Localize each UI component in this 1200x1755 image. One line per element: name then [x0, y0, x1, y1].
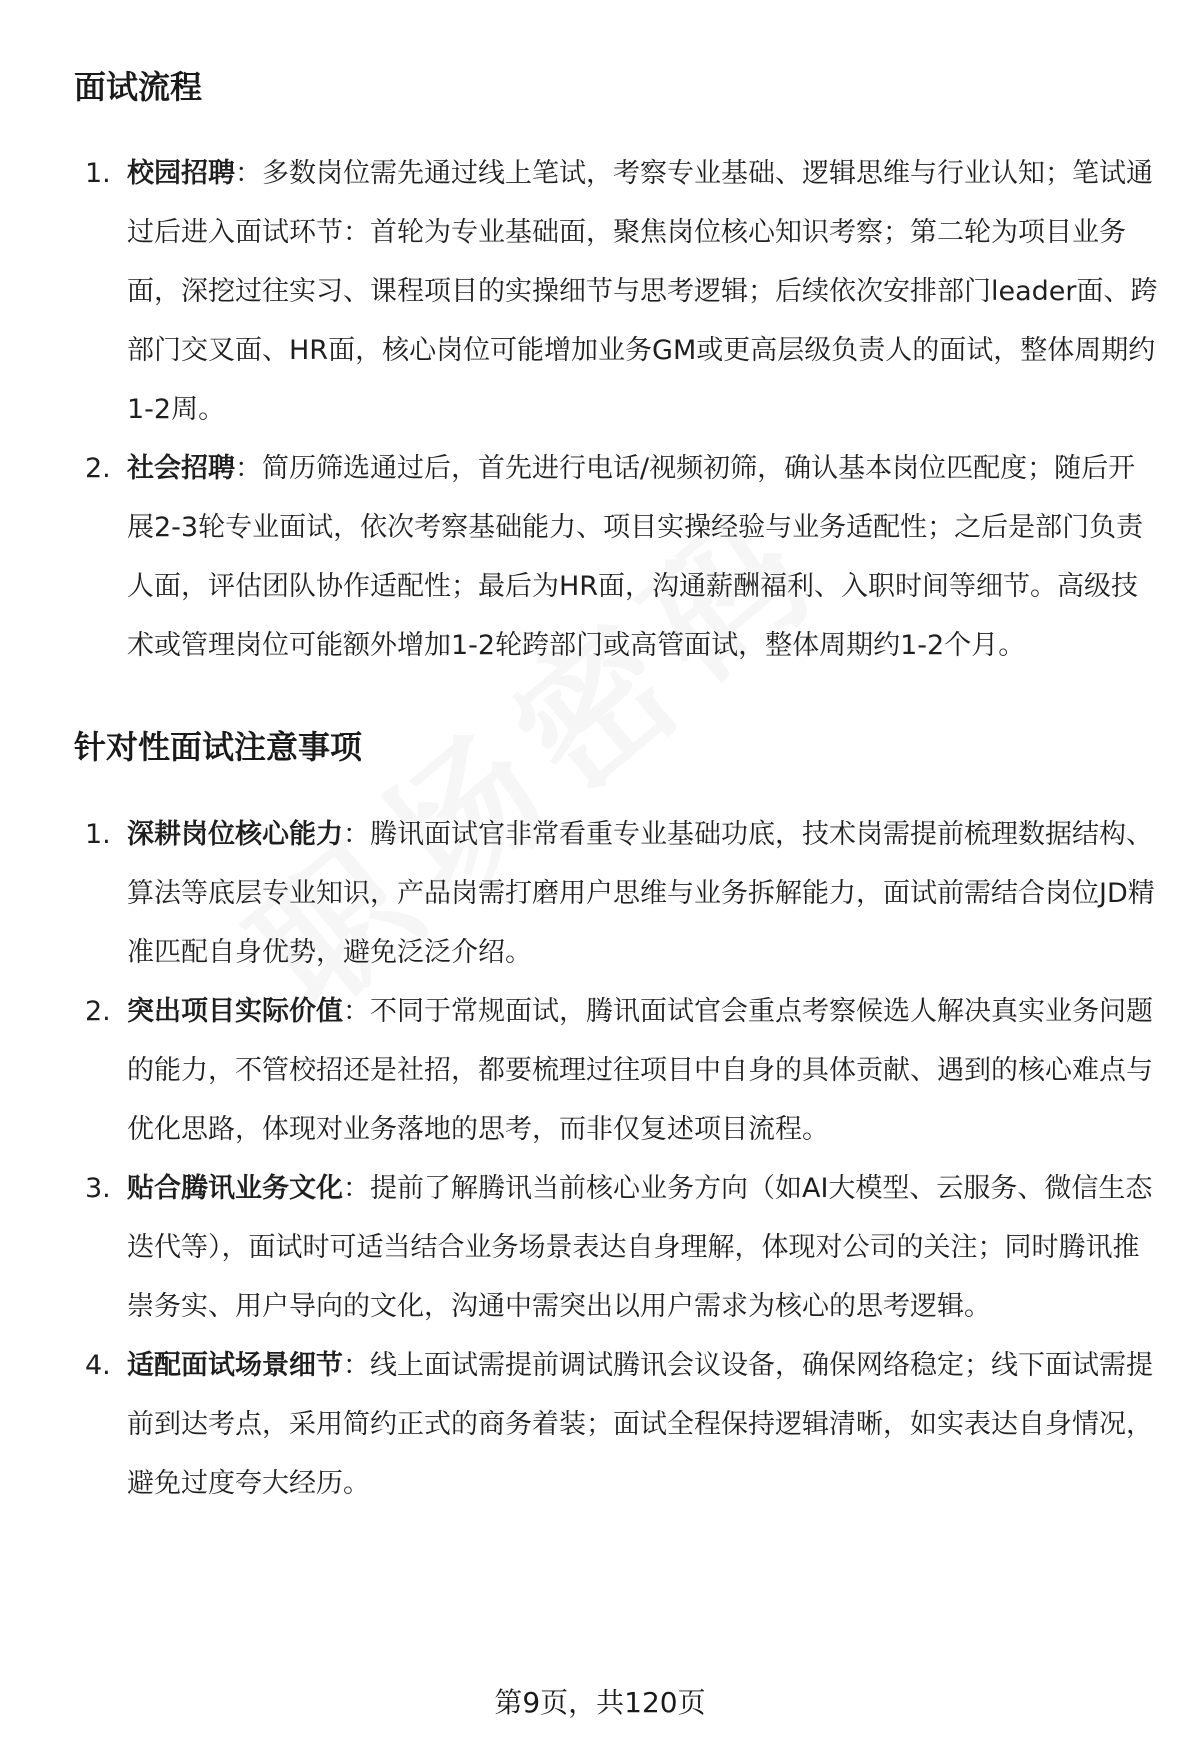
item-label: 校园招聘 [127, 158, 235, 189]
item-label: 社会招聘 [127, 453, 235, 484]
interview-tips-list [0, 805, 1200, 1513]
item-separator: ： [343, 819, 370, 850]
item-text: 不同于常规面试，腾讯面试官会重点考察候选人解决真实业务问题的能力，不管校招还是社招，都要梳理过往项目中自身的具体贡献、遇到的核心难点与优化思路，体现对业务落地的思考，而非仅复述项目流程。 [127, 996, 1153, 1145]
list-number: 3. [85, 1173, 111, 1204]
list-item [0, 1159, 1200, 1336]
list-item [0, 805, 1200, 982]
item-separator: ： [235, 453, 262, 484]
list-number: 1. [85, 819, 111, 850]
item-label: 适配面试场景细节 [127, 1350, 343, 1381]
item-separator: ： [343, 996, 370, 1027]
list-number: 1. [85, 158, 111, 189]
list-item [0, 982, 1200, 1159]
item-text: 腾讯面试官非常看重专业基础功底，技术岗需提前梳理数据结构、算法等底层专业知识，产品岗需打磨用户思维与业务拆解能力，面试前需结合岗位JD精准匹配自身优势，避免泛泛介绍。 [127, 819, 1155, 968]
item-text: 线上面试需提前调试腾讯会议设备，确保网络稳定；线下面试需提前到达考点，采用简约正式的商务着装；面试全程保持逻辑清晰，如实表达自身情况，避免过度夸大经历。 [127, 1350, 1153, 1499]
item-label: 贴合腾讯业务文化 [127, 1173, 343, 1204]
item-separator: ： [343, 1173, 370, 1204]
list-number: 2. [85, 453, 111, 484]
item-text: 提前了解腾讯当前核心业务方向（如AI大模型、云服务、微信生态迭代等），面试时可适当结合业务场景表达自身理解，体现对公司的关注；同时腾讯推崇务实、用户导向的文化，沟通中需突出以用户需求为核心的思考逻辑。 [127, 1173, 1153, 1322]
section-title-interview-process: 面试流程 [74, 68, 203, 106]
item-separator: ： [343, 1350, 370, 1381]
section-title-interview-tips: 针对性面试注意事项 [74, 728, 363, 766]
list-number: 2. [85, 996, 111, 1027]
item-label: 突出项目实际价值 [127, 996, 343, 1027]
page-number: 第9页，共120页 [494, 1686, 706, 1719]
list-item [0, 439, 1200, 675]
item-text: 简历筛选通过后，首先进行电话/视频初筛，确认基本岗位匹配度；随后开展2-3轮专业面试，依次考察基础能力、项目实操经验与业务适配性；之后是部门负责人面，评估团队协作适配性；最后为HR面，沟通薪酬福利、入职时间等细节。高级技术或管理岗位可能额外增加1-2轮跨部门或高管面试，整体周期约1-2个月。 [127, 453, 1144, 661]
list-item [0, 144, 1200, 439]
item-label: 深耕岗位核心能力 [127, 819, 343, 850]
item-separator: ： [235, 158, 262, 189]
list-number: 4. [85, 1350, 111, 1381]
interview-process-list [0, 144, 1200, 675]
list-item [0, 1336, 1200, 1513]
item-text: 多数岗位需先通过线上笔试，考察专业基础、逻辑思维与行业认知；笔试通过后进入面试环节：首轮为专业基础面，聚焦岗位核心知识考察；第二轮为项目业务面，深挖过往实习、课程项目的实操细节与思考逻辑；后续依次安排部门leader面、跨部门交叉面、HR面，核心岗位可能增加业务GM或更高层级负责人的面试，整体周期约1-2周。 [127, 158, 1158, 425]
